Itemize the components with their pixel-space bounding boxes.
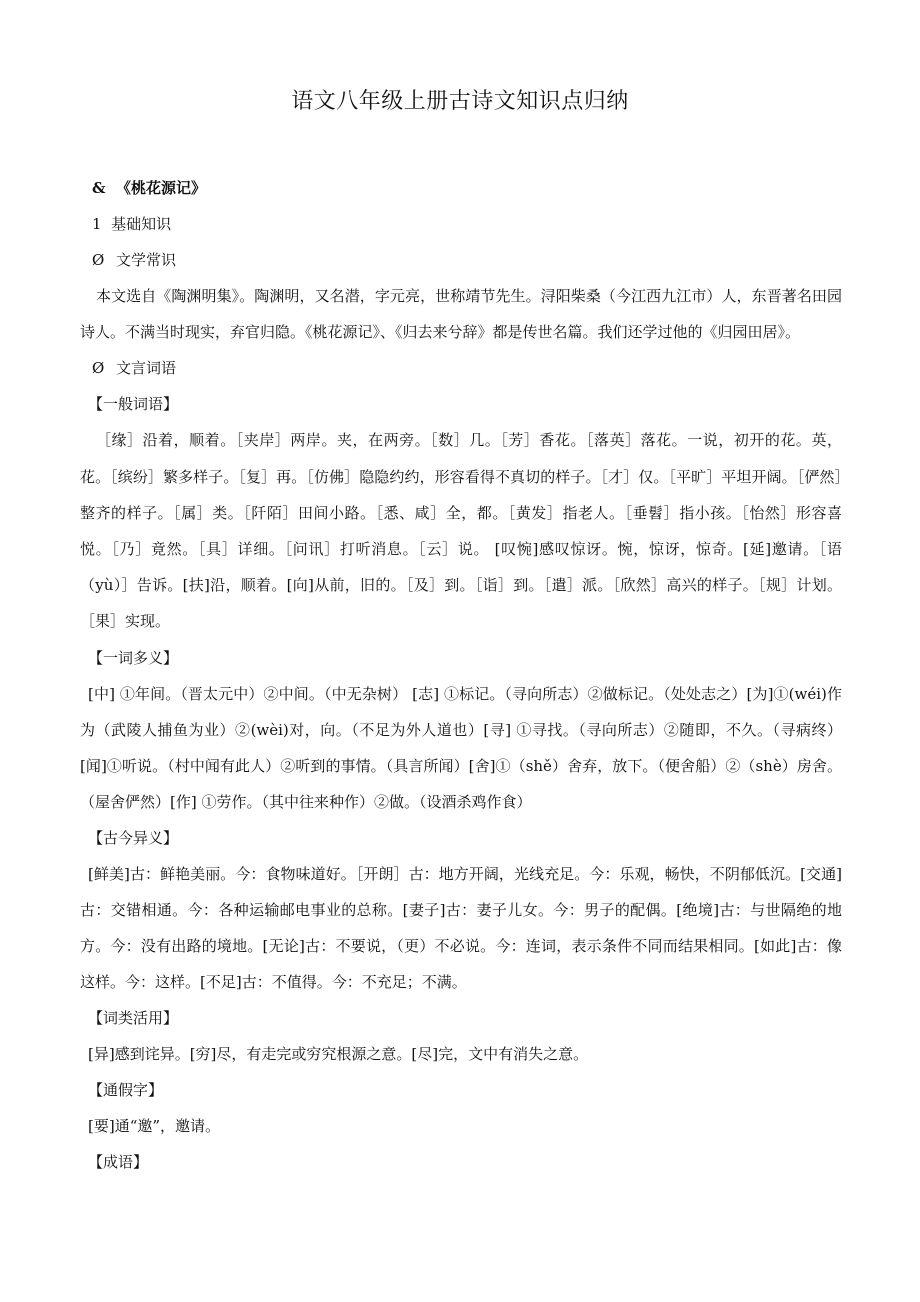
section-name: 《桃花源记》 — [116, 179, 207, 197]
section-bullet: & — [92, 179, 106, 197]
basic-number: 1 — [92, 215, 102, 233]
ancient-modern-paragraph: [鲜美]古：鲜艳美丽。今：食物味道好。［开朗］古：地方开阔，光线充足。今：乐观，畅快，不阴郁低沉。[交通]古：交错相通。今：各种运输邮电事业的总称。[妻子]古：妻子儿女。今：男子的配偶。[绝境]古：与世隔绝的地方。今：没有出路的境地。[无论]古：不要说，（更）不必说。今：连词，表示条件不同而结果相同。[如此]古：像这样。今：这样。[不足]古：不值得。今：不充足；不满。 — [80, 864, 842, 991]
basic-label: 基础知识 — [111, 215, 172, 233]
section-heading — [80, 170, 842, 206]
classical-heading — [80, 350, 842, 386]
ancient-modern-heading: 【古今异义】 — [88, 828, 179, 847]
general-words-paragraph: ［缘］沿着，顺着。［夹岸］两岸。夹，在两旁。［数］几。［芳］香花。［落英］落花。一说，初开的花。英，花。［缤纷］繁多样子。［复］再。［仿佛］隐隐约约，形容看得不真切的样子。［才］仅。［平旷］平坦开阔。［俨然］整齐的样子。［属］类。［阡陌］田间小路。［悉、咸］全，都。［黄发］指老人。［垂髫］指小孩。［怡然］形容喜悦。［乃］竟然。［具］详细。［问讯］打听消息。［云］说。 [叹惋]感叹惊讶。惋，惊讶，惊奇。[延]邀请。［语（yù）］告诉。[扶]沿，顺着。[向]从前，旧的。［及］到。［诣］到。［遣］派。［欣然］高兴的样子。［规］计划。［果］实现。 — [80, 431, 842, 631]
word-class-heading: 【词类活用】 — [88, 1008, 179, 1027]
literature-label: 文学常识 — [116, 251, 177, 269]
literature-bullet: Ø — [92, 251, 105, 269]
classical-label: 文言词语 — [116, 359, 177, 378]
page-title: 语文八年级上册古诗文知识点归纳 — [291, 89, 629, 114]
classical-bullet: Ø — [92, 359, 105, 378]
polysemy-paragraph: [中] ①年间。（晋太元中）②中间。（中无杂树） [志] ①标记。（寻向所志）②做标记。（处处志之）[为]①(wéi)作为（武陵人捕鱼为业）②(wèi)对，向。（不足为外人道也）[寻] ①寻找。（寻向所志）②随即，不久。（寻病终）[闻]①听说。（村中闻有此人）②听到的事情。（具言所闻）[舍]①（shě）舍弃，放下。（便舍船）②（shè）房舍。（屋舍俨然）[作] ①劳作。（其中往来种作）②做。（设酒杀鸡作食） — [80, 684, 842, 811]
literature-paragraph: 本文选自《陶渊明集》。陶渊明，又名潜，字元亮，世称靖节先生。浔阳柴桑（今江西九江市）人，东晋著名田园诗人。不满当时现实，弃官归隐。《桃花源记》、《归去来兮辞》都是传世名篇。我们还学过他的《归园田居》。 — [80, 287, 842, 342]
basic-knowledge-heading — [80, 206, 842, 242]
general-words-heading: 【一般词语】 — [88, 395, 179, 414]
document-body — [80, 170, 842, 1180]
interchangeable-heading: 【通假字】 — [88, 1080, 164, 1099]
idioms-heading: 【成语】 — [88, 1152, 149, 1171]
polysemy-heading: 【一词多义】 — [88, 648, 179, 667]
literature-heading — [80, 242, 842, 278]
word-class-paragraph: [异]感到诧异。[穷]尽，有走完或穷究根源之意。[尽]完，文中有消失之意。 — [88, 1044, 589, 1063]
interchangeable-paragraph: [要]通“邀”，邀请。 — [88, 1116, 221, 1135]
